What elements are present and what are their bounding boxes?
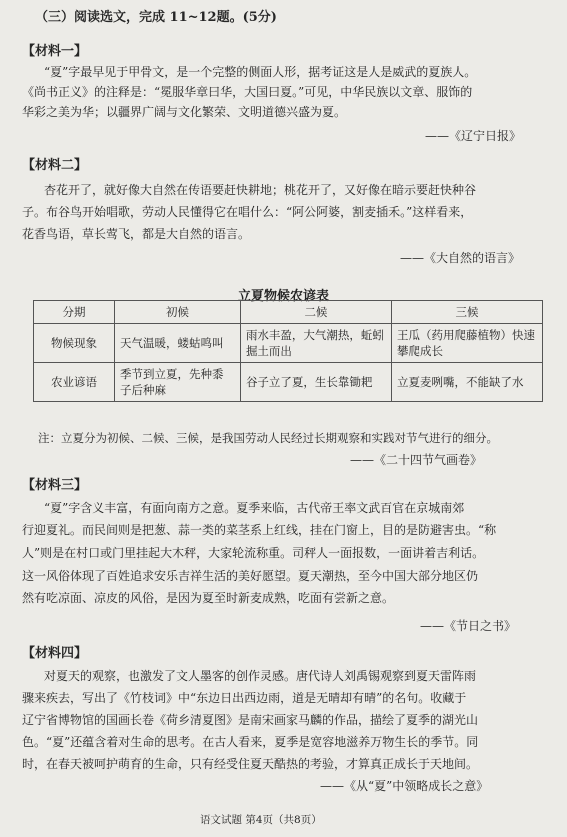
table-row [34, 324, 543, 363]
material-4-label: 【材料四】 [22, 646, 88, 661]
table-cell: 谷子立了夏，生长靠锄耙 [240, 363, 391, 402]
table-cell: 季节到立夏，先种黍子后种麻 [115, 363, 241, 402]
material-3-line: “夏”字含义丰富，有面向南方之意。夏季来临，古代帝王率文武百官在京城南郊 [44, 501, 465, 515]
table-cell: 天气温暖，蝼蛄鸣叫 [115, 324, 241, 363]
material-4-line: 时，在春天被呵护萌育的生命，只有经受住夏天酷热的考验，才算真正成长于天地间。 [22, 757, 479, 771]
material-3-line: 这一风俗体现了百姓追求安乐吉祥生活的美好愿望。夏天潮热，至今中国大部分地区仍 [22, 569, 479, 583]
material-2-line: 花香鸟语，草长莺飞，都是大自然的语言。 [22, 227, 251, 241]
page-footer: 语文试题 第4页（共8页） [200, 814, 322, 826]
material-2-label: 【材料二】 [22, 158, 88, 173]
material-2-line: 子。布谷鸟开始唱歌，劳动人民懂得它在唱什么：“阿公阿婆，割麦插禾。”这样看来， [22, 205, 473, 219]
material-2-line: 杏花开了，就好像大自然在传语要赶快耕地；桃花开了，又好像在暗示要赶快种谷 [44, 183, 477, 197]
material-4-line: 骤来疾去，写出了《竹枝词》中“东边日出西边雨，道是无晴却有晴”的名句。收藏于 [22, 691, 467, 705]
material-2-source: ——《大自然的语言》 [400, 251, 521, 265]
table-row-label: 物候现象 [34, 324, 115, 363]
section-heading: （三）阅读选文，完成 11~12题。(5分) [35, 10, 277, 25]
table-note: 注：立夏分为初候、二候、三候，是我国劳动人民经过长期观察和实践对节气进行的细分。 [38, 431, 498, 445]
material-3-line: 然有吃凉面、凉皮的风俗，是因为夏至时新麦成熟，吃面有尝新之意。 [22, 591, 395, 605]
table-source: ——《二十四节气画卷》 [350, 453, 483, 467]
table-cell: 立夏麦咧嘴，不能缺了水 [391, 363, 542, 402]
material-3-source: ——《节日之书》 [420, 619, 517, 633]
table-cell: 雨水丰盈，大气潮热，蚯蚓掘土而出 [240, 324, 391, 363]
material-4-line: 色。“夏”还蕴含着对生命的思考。在古人看来，夏季是宽容地滋养万物生长的季节。同 [22, 735, 479, 749]
material-3-label: 【材料三】 [22, 478, 88, 493]
material-3-line: 行迎夏礼。而民间则是把葱、蒜一类的菜茎系上红线，挂在门窗上，目的是防避害虫。“称 [22, 523, 497, 537]
material-1-label: 【材料一】 [22, 44, 88, 59]
material-1-line: 《尚书正义》的注释是：“冕服华章曰华，大国曰夏。”可见，中华民族以文章、服饰的 [22, 85, 473, 99]
material-4-line: 对夏天的观察，也激发了文人墨客的创作灵感。唐代诗人刘禹锡观察到夏天雷阵雨 [44, 669, 477, 683]
material-1-source: ——《辽宁日报》 [425, 129, 522, 143]
material-4-source: ——《从“夏”中领略成长之意》 [320, 779, 489, 793]
table-title: 立夏物候农谚表 [237, 289, 329, 304]
table-header: 三候 [391, 301, 542, 324]
table-header-row [34, 301, 543, 324]
material-1-line: 华彩之美为华；以疆界广阔与文化繁荣、文明道德兴盛为夏。 [22, 105, 347, 119]
table-cell: 王瓜（药用爬藤植物）快速攀爬成长 [391, 324, 542, 363]
table-row-label: 农业谚语 [34, 363, 115, 402]
table-row [34, 363, 543, 402]
table-header: 初候 [115, 301, 241, 324]
table-header: 二候 [240, 301, 391, 324]
material-3-line: 人”则是在村口或门里挂起大木秤，大家轮流称重。司秤人一面报数，一面讲着吉利话。 [22, 546, 485, 560]
phenology-proverb-table [33, 300, 543, 402]
material-1-line: “夏”字最早见于甲骨文，是一个完整的侧面人形，据考证这是人是威武的夏族人。 [44, 65, 477, 79]
table-header: 分期 [34, 301, 115, 324]
material-4-line: 辽宁省博物馆的国画长卷《荷乡清夏图》是南宋画家马麟的作品，描绘了夏季的湖光山 [22, 713, 479, 727]
